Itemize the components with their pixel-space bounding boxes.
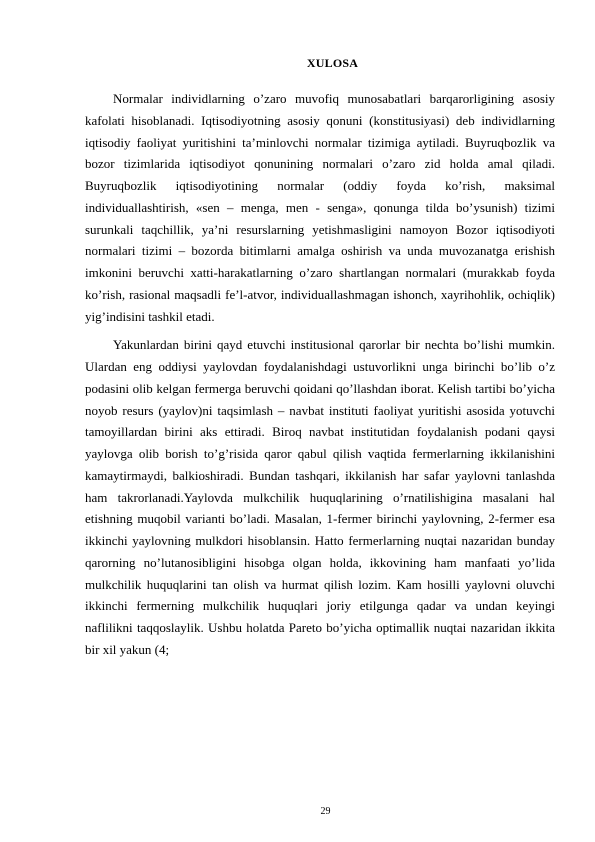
body-text [85, 88, 555, 661]
paragraph-1: Normalar individlarning o’zaro muvofiq munosabatlari barqarorligining asosiy kafolati hisoblanadi. Iqtisodiyotning asosiy qonuni (konstitusiyasi) deb individlarning iqtisodiy faoliyat yuritishini ta’minlovchi normalar tizimiga aytiladi. Buyruqbozlik va bozor tizimlarida iqtisodiyot qonunining normalari o’zaro zid holda amal qiladi. Buyruqbozlik iqtisodiyotining normalar (oddiy foyda ko’rish, maksimal individuallashtirish, «sen – menga, men - senga», qonunga tilda bo’ysunish) tizimi surunkali taqchillik, ya’ni resurslarning yetishmasligini namoyon Bozor iqtisodiyoti normalari tizimi – bozorda bitimlarni amalga oshirish va unda muvozanatga erishish imkonini beruvchi xatti-harakatlarning o’zaro shartlangan normalari (murakkab foyda ko’rish, rasional maqsadli fe’l-atvor, individuallashmagan ishonch, xayrihohlik, ochiqlik) yig’indisini tashkil etadi. [85, 91, 555, 324]
page-number: 29 [320, 806, 331, 817]
paragraph-2: Yakunlardan birini qayd etuvchi institusional qarorlar bir nechta bo’lishi mumkin. Ulardan eng oddiysi yaylovdan foydalanishdagi ustuvorlikni unga birinchi bo’lib o’z podasini olib kelgan fermerga beruvchi qoidani qo’llashdan iborat. Kelish tartibi bo’yicha noyob resurs (yaylov)ni taqsimlash – navbat instituti faoliyat yuritishi asosida yotuvchi tamoyillardan birini aks ettiradi. Biroq navbat institutidan foydalanish podani qaysi yaylovga olib borish to’g’risida qaror qabul qilish vaqtida fermerlarning ikkilanishini kamaytirmaydi, balkioshiradi. Bundan tashqari, ikkilanish har safar yaylovni tanlashda ham takrorlanadi.Yaylovda mulkchilik huquqlarining o’rnatilishigina masalani hal etishning muqobil varianti bo’ladi. Masalan, 1-fermer birinchi yaylovning, 2-fermer esa ikkinchi yaylovning mulkdori hisoblansin. Hatto fermerlarning nuqtai nazaridan bunday qarorning no’lutanosibligini hisobga olgan holda, ikkovining ham manfaati yo’lida mulkchilik huquqlarini tan olish va hurmat qilish lozim. Kam hosilli yaylovni oluvchi ikkinchi fermerning mulkchilik huquqlari joriy etilgunga qadar va undan keyingi naflilikni taqqoslaylik. Ushbu holatda Pareto bo’yicha optimallik nuqtai nazaridan ikkita bir xil yakun (4; [85, 337, 555, 657]
page-title: XULOSA [306, 56, 359, 70]
